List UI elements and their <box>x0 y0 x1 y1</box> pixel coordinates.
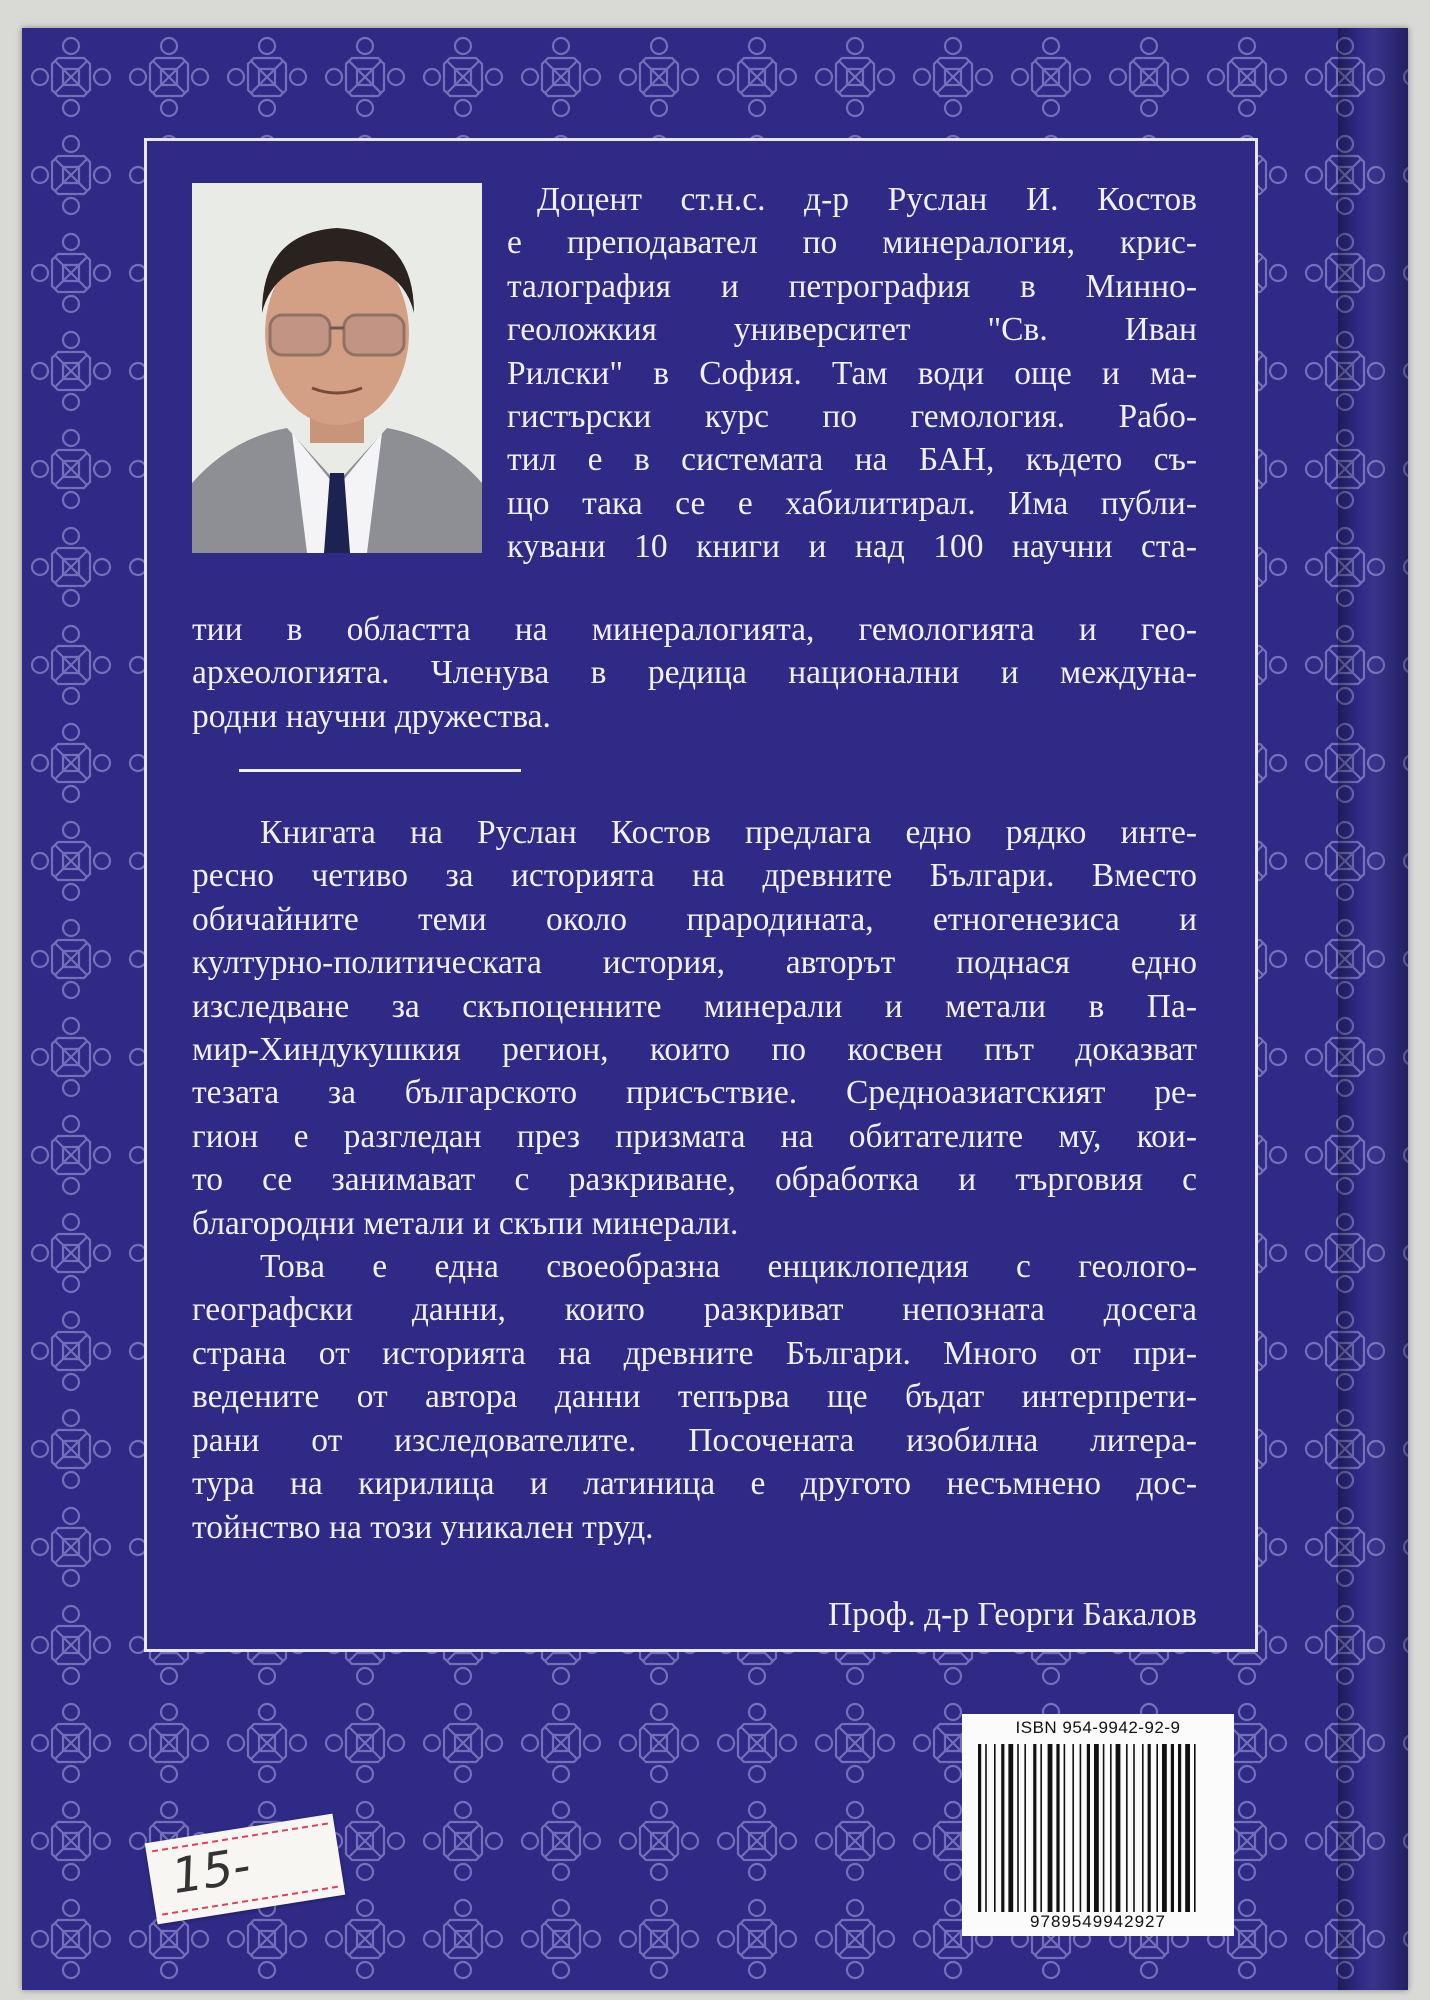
bio-line: тил е в системата на БАН, където съ- <box>507 441 1197 479</box>
review-line: ресно четиво за историята на древните Българи. Вместо <box>192 857 1197 895</box>
section-divider <box>239 769 521 772</box>
bio-line: Рилски" в София. Там води още и ма- <box>507 354 1197 392</box>
bio-line: що така се е хабилитирал. Има публи- <box>507 484 1197 522</box>
review-line: географски данни, които разкриват непозната досега <box>192 1291 1197 1329</box>
review-signature: Проф. д-р Георги Бакалов <box>827 1596 1197 1633</box>
review-line: тура на кирилица и латиница е другото несъмнено дос- <box>192 1465 1197 1503</box>
review-line: то се занимават с разкриване, обработка и търговия с <box>192 1161 1197 1199</box>
review-line: ведените от автора данни тепърва ще бъдат интерпрети- <box>192 1378 1197 1416</box>
review-line: Книгата на Руслан Костов предлага едно рядко инте- <box>260 814 1197 851</box>
review-line: Това е една своеобразна енциклопедия с геолого- <box>260 1248 1197 1286</box>
author-bio-top <box>507 178 1197 569</box>
isbn-label: ISBN 954-9942-92-9 <box>1015 1718 1181 1737</box>
author-photo <box>192 183 482 553</box>
review-line: благородни метали и скъпи минерали. <box>192 1204 739 1242</box>
barcode-icon <box>974 1744 1222 1912</box>
bio-line: геоложкия университет "Св. Иван <box>507 311 1197 349</box>
bio-line: гистърски курс по гемология. Рабо- <box>507 398 1197 436</box>
author-bio-bottom <box>192 608 1197 738</box>
review-line: мир-Хиндукушкия регион, които по косвен път доказват <box>192 1031 1197 1069</box>
review-line: тезата за българското присъствие. Средноазиатският ре- <box>192 1074 1197 1112</box>
bio-line: Доцент ст.н.с. д-р Руслан И. Костов <box>537 181 1197 218</box>
review-line: гион е разгледан през призмата на обитателите му, кои- <box>192 1117 1197 1155</box>
bio-line: кувани 10 книги и над 100 научни ста- <box>507 528 1197 566</box>
review-line: културно-политическата история, авторът поднася едно <box>192 944 1197 982</box>
isbn-barcode-box <box>962 1714 1234 1936</box>
bio-line: е преподавател по минералогия, крис- <box>507 224 1197 262</box>
review-line: рани от изследователите. Посочената изобилна литера- <box>192 1421 1197 1459</box>
review-line: изследване за скъпоценните минерали и метали в Па- <box>192 987 1197 1025</box>
review-line: тойнство на този уникален труд. <box>192 1508 654 1546</box>
spine-shading <box>1338 28 1408 1990</box>
bio-line: родни научни дружества. <box>192 697 551 735</box>
review-line: страна от историята на древните Българи. Много от при- <box>192 1334 1197 1372</box>
bio-line: тии в областта на минералогията, гемологията и гео- <box>192 611 1197 648</box>
bio-line: археологията. Членува в редица национални и междуна- <box>192 654 1197 692</box>
price-text: 15- <box>168 1837 255 1906</box>
book-back-cover <box>22 28 1408 1990</box>
content-frame <box>144 138 1258 1652</box>
bio-line: талография и петрография в Минно- <box>507 267 1197 305</box>
book-review <box>192 811 1197 1549</box>
barcode-digits: 9789549942927 <box>1030 1912 1166 1931</box>
review-line: обичайните теми около прародината, етногенезиса и <box>192 900 1197 938</box>
